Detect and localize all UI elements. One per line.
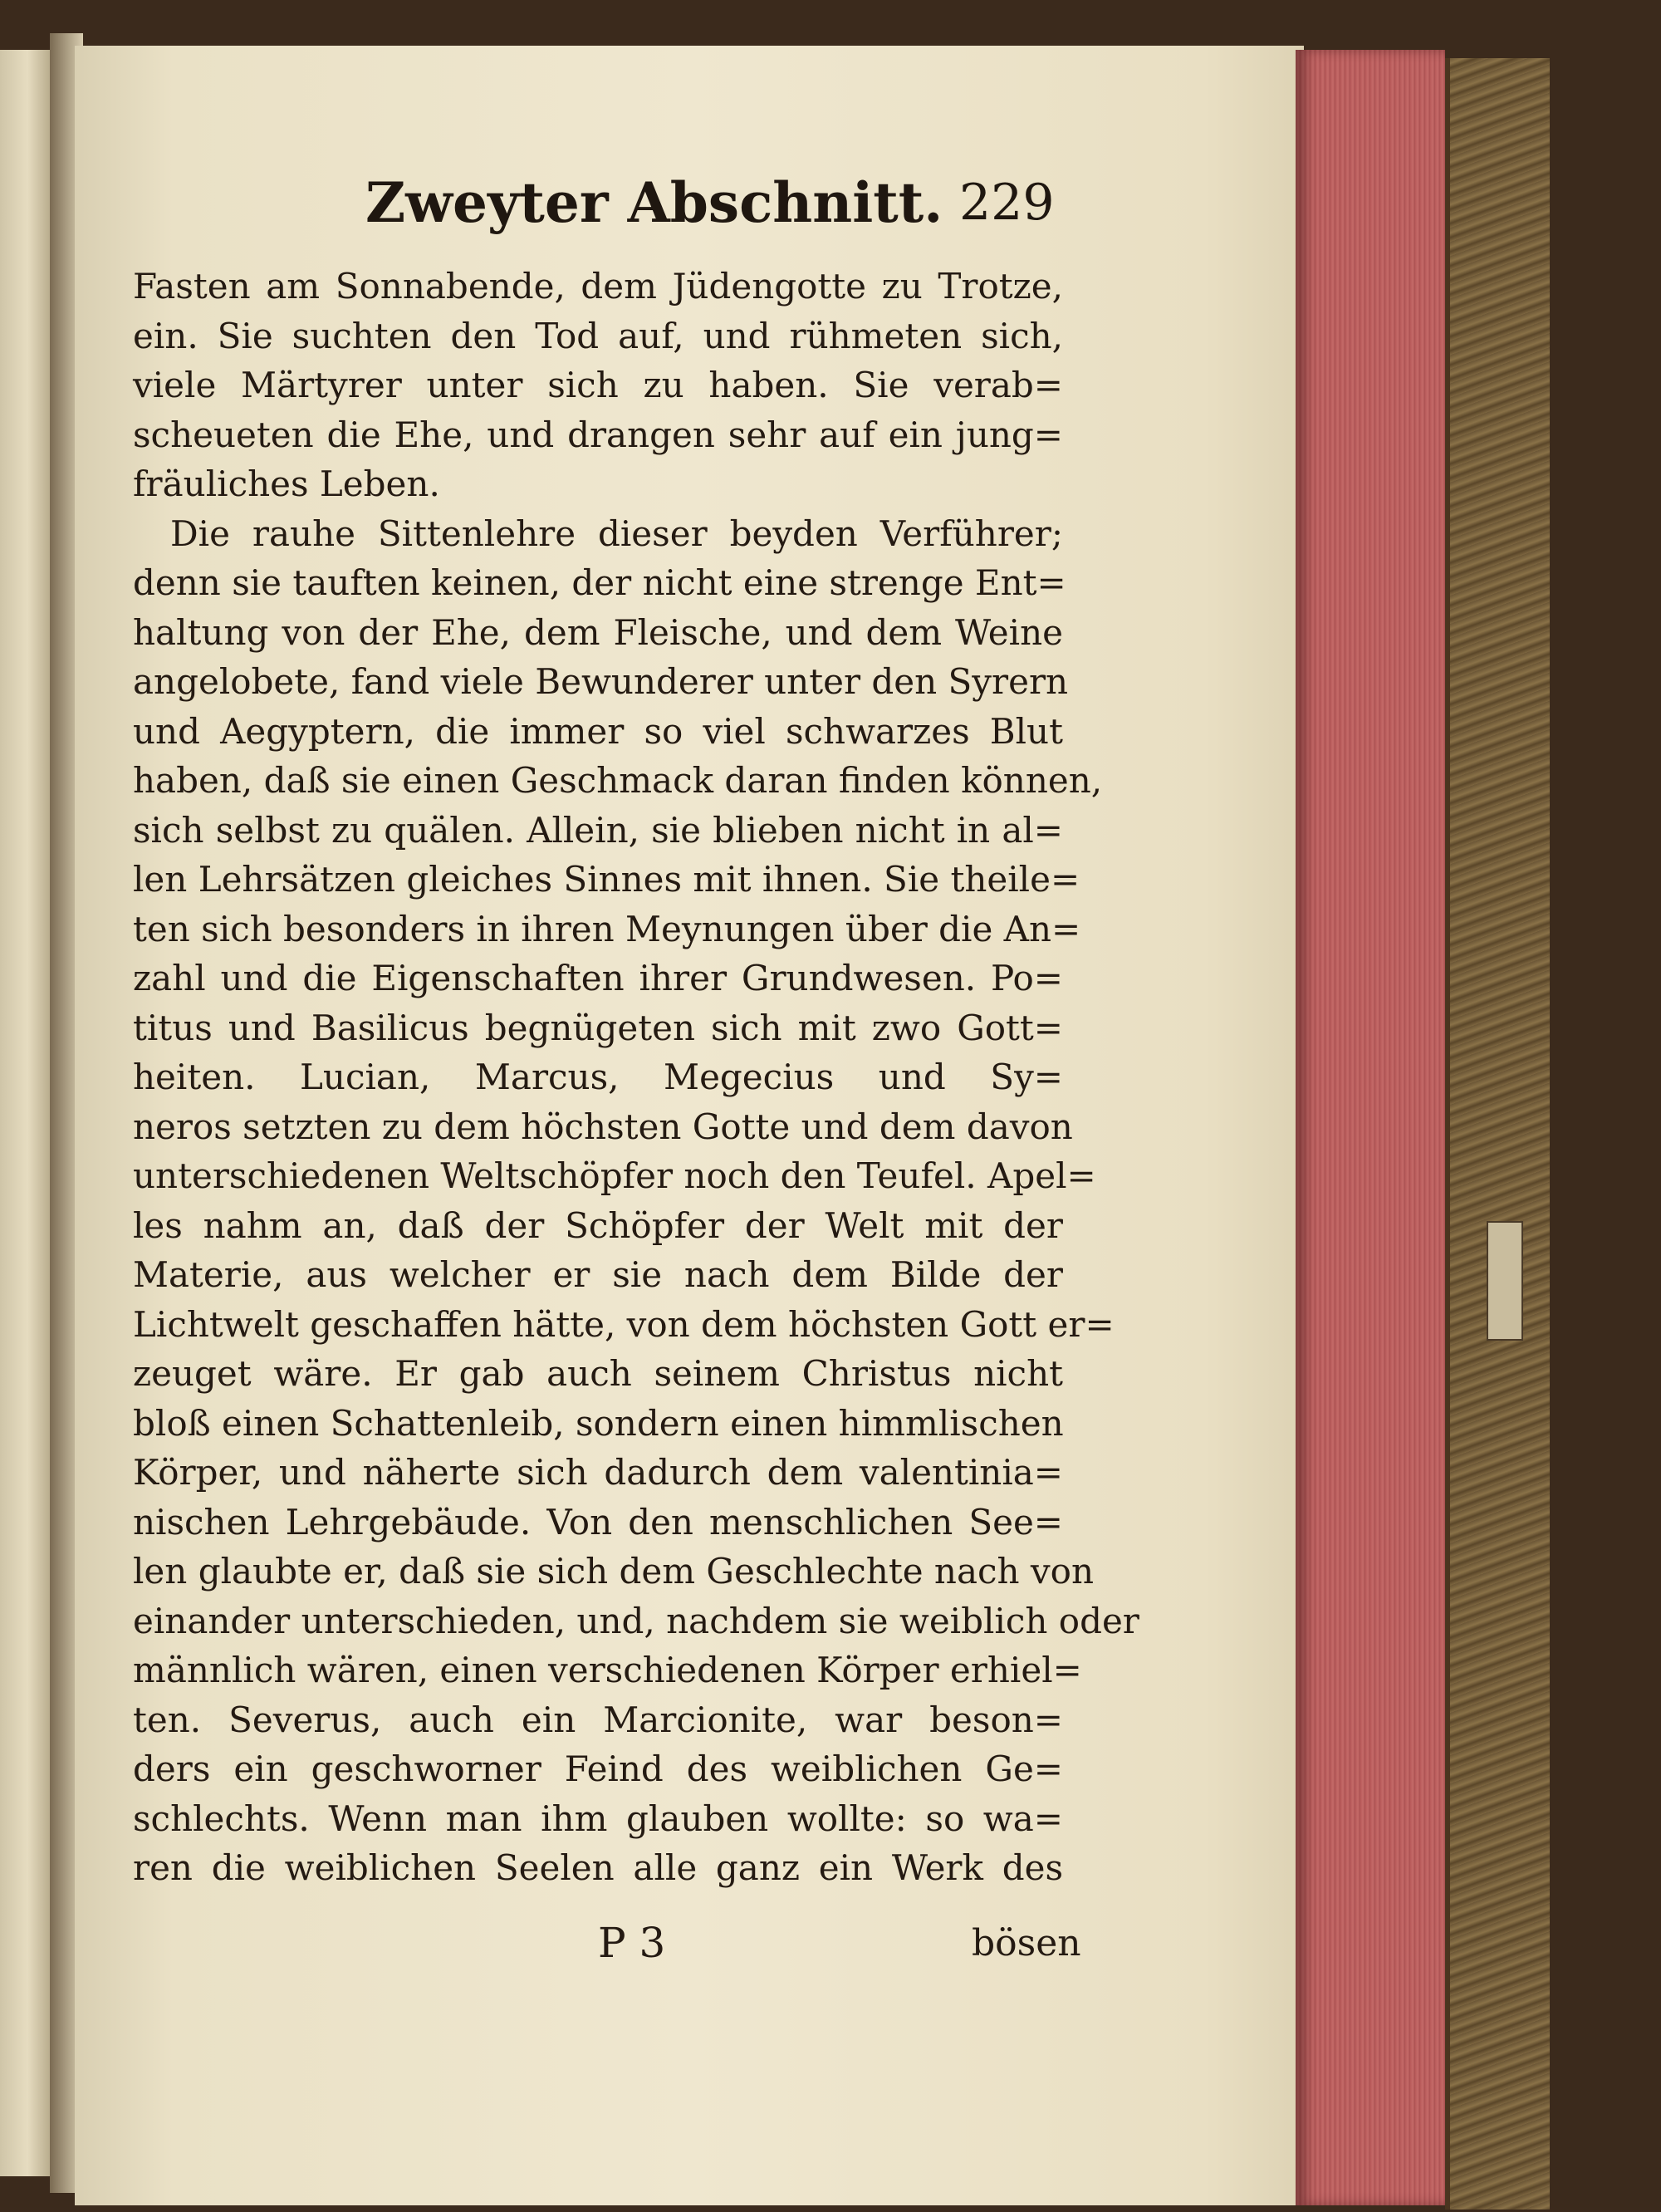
page-footer [0,1919,1304,1977]
text-line: Fasten am Sonnabende, dem Jüdengotte zu Trotze, [133,266,1063,307]
text-line: nischen Lehrgebäude. Von den menschlichen See= [133,1501,1063,1543]
text-line: ein. Sie suchten den Tod auf, und rühmeten sich, [133,315,1063,356]
text-line: ten sich besonders in ihren Meynungen über die An= [133,908,1081,949]
text-line: ren die weiblichen Seelen alle ganz ein Werk des [133,1847,1063,1888]
text-line: und Aegyptern, die immer so viel schwarzes Blut [133,710,1063,752]
left-page-edge [0,50,50,2176]
signature-mark: P 3 [598,1919,666,1967]
bookmark-tab [1487,1221,1523,1341]
text-line: haltung von der Ehe, dem Fleische, und dem Weine [133,611,1063,653]
text-line: Körper, und näherte sich dadurch dem valentinia= [133,1452,1063,1493]
text-line: zeuget wäre. Er gab auch seinem Christus nicht [133,1353,1063,1394]
text-line: neros setzten zu dem höchsten Gotte und dem davon [133,1106,1073,1147]
text-line: unterschiedenen Weltschöpfer noch den Teufel. Apel= [133,1155,1096,1196]
text-line: ten. Severus, auch ein Marcionite, war beson= [133,1699,1063,1740]
text-line: Lichtwelt geschaffen hätte, von dem höchsten Gott er= [133,1303,1115,1345]
text-line: einander unterschieden, und, nachdem sie weiblich oder [133,1600,1139,1641]
text-line: heiten. Lucian, Marcus, Megecius und Sy= [133,1057,1063,1097]
text-line: viele Märtyrer unter sich zu haben. Sie verab= [133,365,1063,405]
text-line: Die rauhe Sittenlehre dieser beyden Verführer; [170,513,1063,554]
book-cover [1445,58,1550,2210]
running-head: Zweyter Abschnitt. [365,170,943,235]
text-line: les nahm an, daß der Schöpfer der Welt mit der [133,1204,1063,1246]
text-line: titus und Basilicus begnügeten sich mit zwo Gott= [133,1007,1063,1048]
text-line: angelobete, fand viele Bewunderer unter den Syrern [133,661,1069,702]
body-text [133,262,1139,1893]
text-line: len Lehrsätzen gleiches Sinnes mit ihnen. Sie theile= [133,859,1080,900]
text-line: haben, daß sie einen Geschmack daran finden können, [133,760,1103,801]
text-line: sich selbst zu quälen. Allein, sie blieben nicht in al= [133,809,1063,851]
text-line: männlich wären, einen verschiedenen Körper erhiel= [133,1650,1082,1690]
text-line: ders ein geschworner Feind des weiblichen Ge= [133,1749,1063,1789]
text-line: denn sie tauften keinen, der nicht eine strenge Ent= [133,562,1066,603]
page-number: 229 [959,174,1055,232]
catchword: bösen [972,1922,1081,1964]
text-line: len glaubte er, daß sie sich dem Geschlechte nach von [133,1551,1094,1592]
text-line: fräuliches Leben. [133,463,440,504]
text-line: scheueten die Ehe, und drangen sehr auf ein jung= [133,414,1063,455]
text-line: Materie, aus welcher er sie nach dem Bilde der [133,1254,1063,1295]
text-line: zahl und die Eigenschaften ihrer Grundwesen. Po= [133,958,1063,998]
text-line: bloß einen Schattenleib, sondern einen himmlischen [133,1402,1064,1444]
text-line: schlechts. Wenn man ihm glauben wollte: so wa= [133,1798,1063,1839]
page-header [0,170,1304,235]
red-page-edges [1296,50,1445,2205]
